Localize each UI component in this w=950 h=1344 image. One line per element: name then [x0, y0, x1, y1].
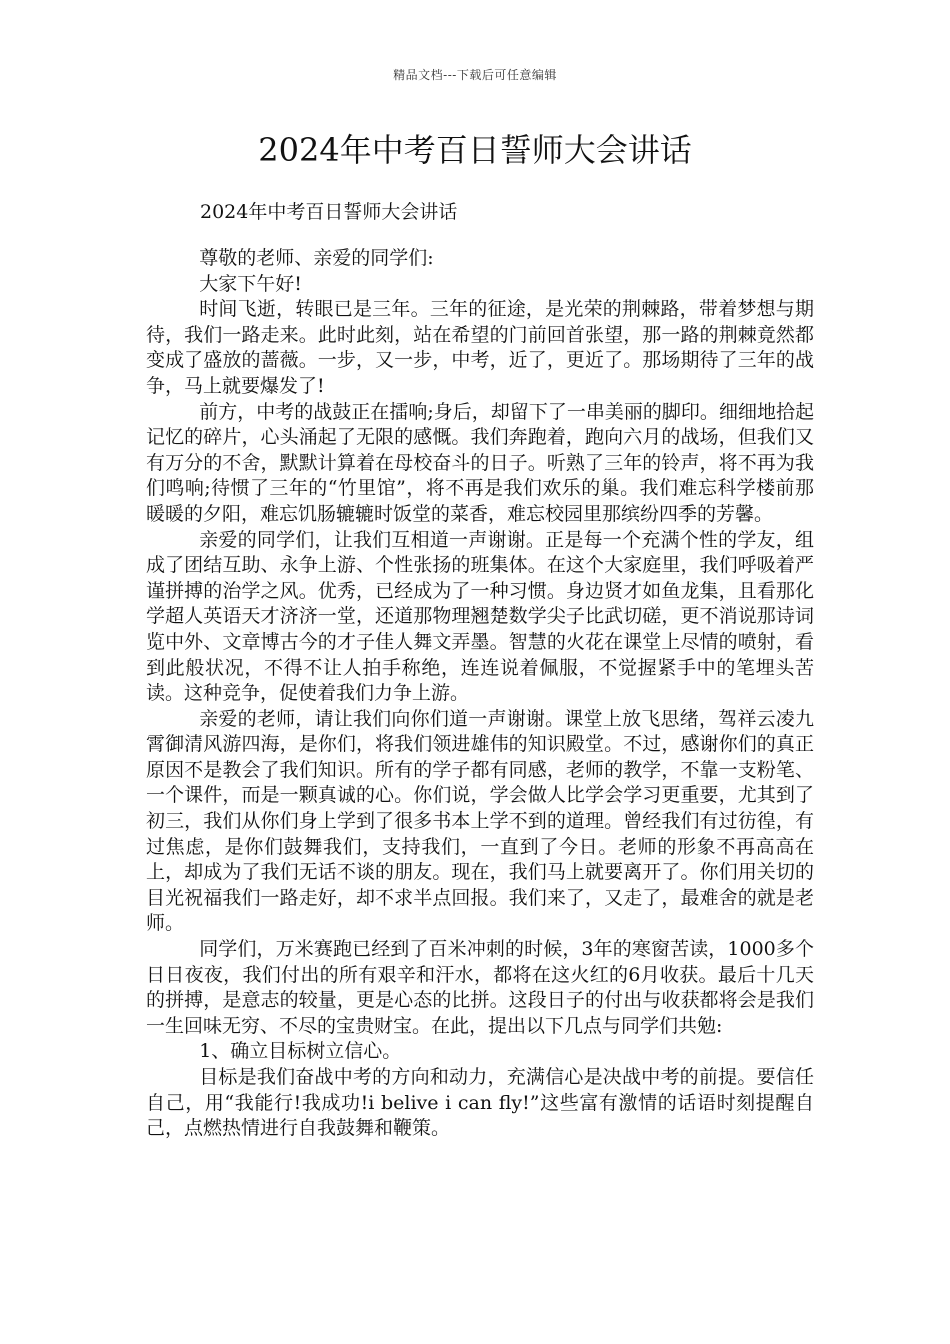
- salutation: 尊敬的老师、亲爱的同学们:: [199, 247, 434, 269]
- body-paragraph: 亲爱的同学们，让我们互相道一声谢谢。正是每一个充满个性的学友，组成了团结互助、永争上游、个性张扬的班集体。在这个大家庭里，我们呼吸着严谨拼搏的治学之风。优秀，已经成为了一种习惯。身边贤才如鱼龙集，且看那化学超人英语天才济济一堂，还道那物理翘楚数学尖子比武切磋，更不消说那诗词览中外、文章博古今的才子佳人舞文弄墨。智慧的火花在课堂上尽情的喷射，看到此般状况，不得不让人拍手称绝，连连说着佩服，不觉握紧手中的笔埋头苦读。这种竞争，促使着我们力争上游。: [146, 528, 814, 705]
- body-paragraph: 亲爱的老师，请让我们向你们道一声谢谢。课堂上放飞思绪，驾祥云凌九霄御清风游四海，是你们，将我们领进雄伟的知识殿堂。不过，感谢你们的真正原因不是教会了我们知识。所有的学子都有同感，老师的教学，不靠一支粉笔、一个课件，而是一颗真诚的心。你们说，学会做人比学会学习更重要，尤其到了初三，我们从你们身上学到了很多书本上学不到的道理。曾经我们有过彷徨，有过焦虑，是你们鼓舞我们，支持我们，一直到了今日。老师的形象不再高高在上，却成为了我们无话不谈的朋友。现在，我们马上就要离开了。你们用关切的目光祝福我们一路走好，却不求半点回报。我们来了，又走了，最难舍的就是老师。: [146, 707, 814, 935]
- greeting: 大家下午好!: [199, 272, 302, 295]
- body-paragraph: 前方，中考的战鼓正在擂响;身后，却留下了一串美丽的脚印。细细地拾起记忆的碎片，心头涌起了无限的感慨。我们奔跑着，跑向六月的战场，但我们又有万分的不舍，默默计算着在母校奋斗的日子。听熟了三年的铃声，将不再为我们鸣响;待惯了三年的“竹里馆”，将不再是我们欢乐的巢。我们难忘科学楼前那暖暖的夕阳，难忘饥肠辘辘时饭堂的菜香，难忘校园里那缤纷四季的芳馨。: [146, 400, 814, 525]
- section-heading: 1、确立目标树立信心。: [199, 1040, 402, 1063]
- document-body: [146, 246, 814, 1142]
- document-title: 2024年中考百日誓师大会讲话: [258, 131, 692, 169]
- body-paragraph: 时间飞逝，转眼已是三年。三年的征途，是光荣的荆棘路，带着梦想与期待，我们一路走来。此时此刻，站在希望的门前回首张望，那一路的荆棘竟然都变成了盛放的蔷薇。一步，又一步，中考，近了，更近了。那场期待了三年的战争，马上就要爆发了!: [146, 298, 814, 397]
- body-paragraph: 同学们，万米赛跑已经到了百米冲刺的时候，3年的寒窗苦读，1000多个日日夜夜，我们付出的所有艰辛和汗水，都将在这火红的6月收获。最后十几天的拼搏，是意志的较量，更是心态的比拼。这段日子的付出与收获都将会是我们一生回味无穷、不尽的宝贵财宝。在此，提出以下几点与同学们共勉:: [146, 938, 814, 1037]
- header-note: 精品文档---下载后可任意编辑: [393, 68, 557, 82]
- body-paragraph: 目标是我们奋战中考的方向和动力，充满信心是决战中考的前提。要信任自己，用“我能行!我成功!i belive i can fly!”这些富有激情的话语时刻提醒自己，点燃热情进行自我鼓舞和鞭策。: [146, 1066, 814, 1140]
- document-subtitle: 2024年中考百日誓师大会讲话: [200, 201, 458, 223]
